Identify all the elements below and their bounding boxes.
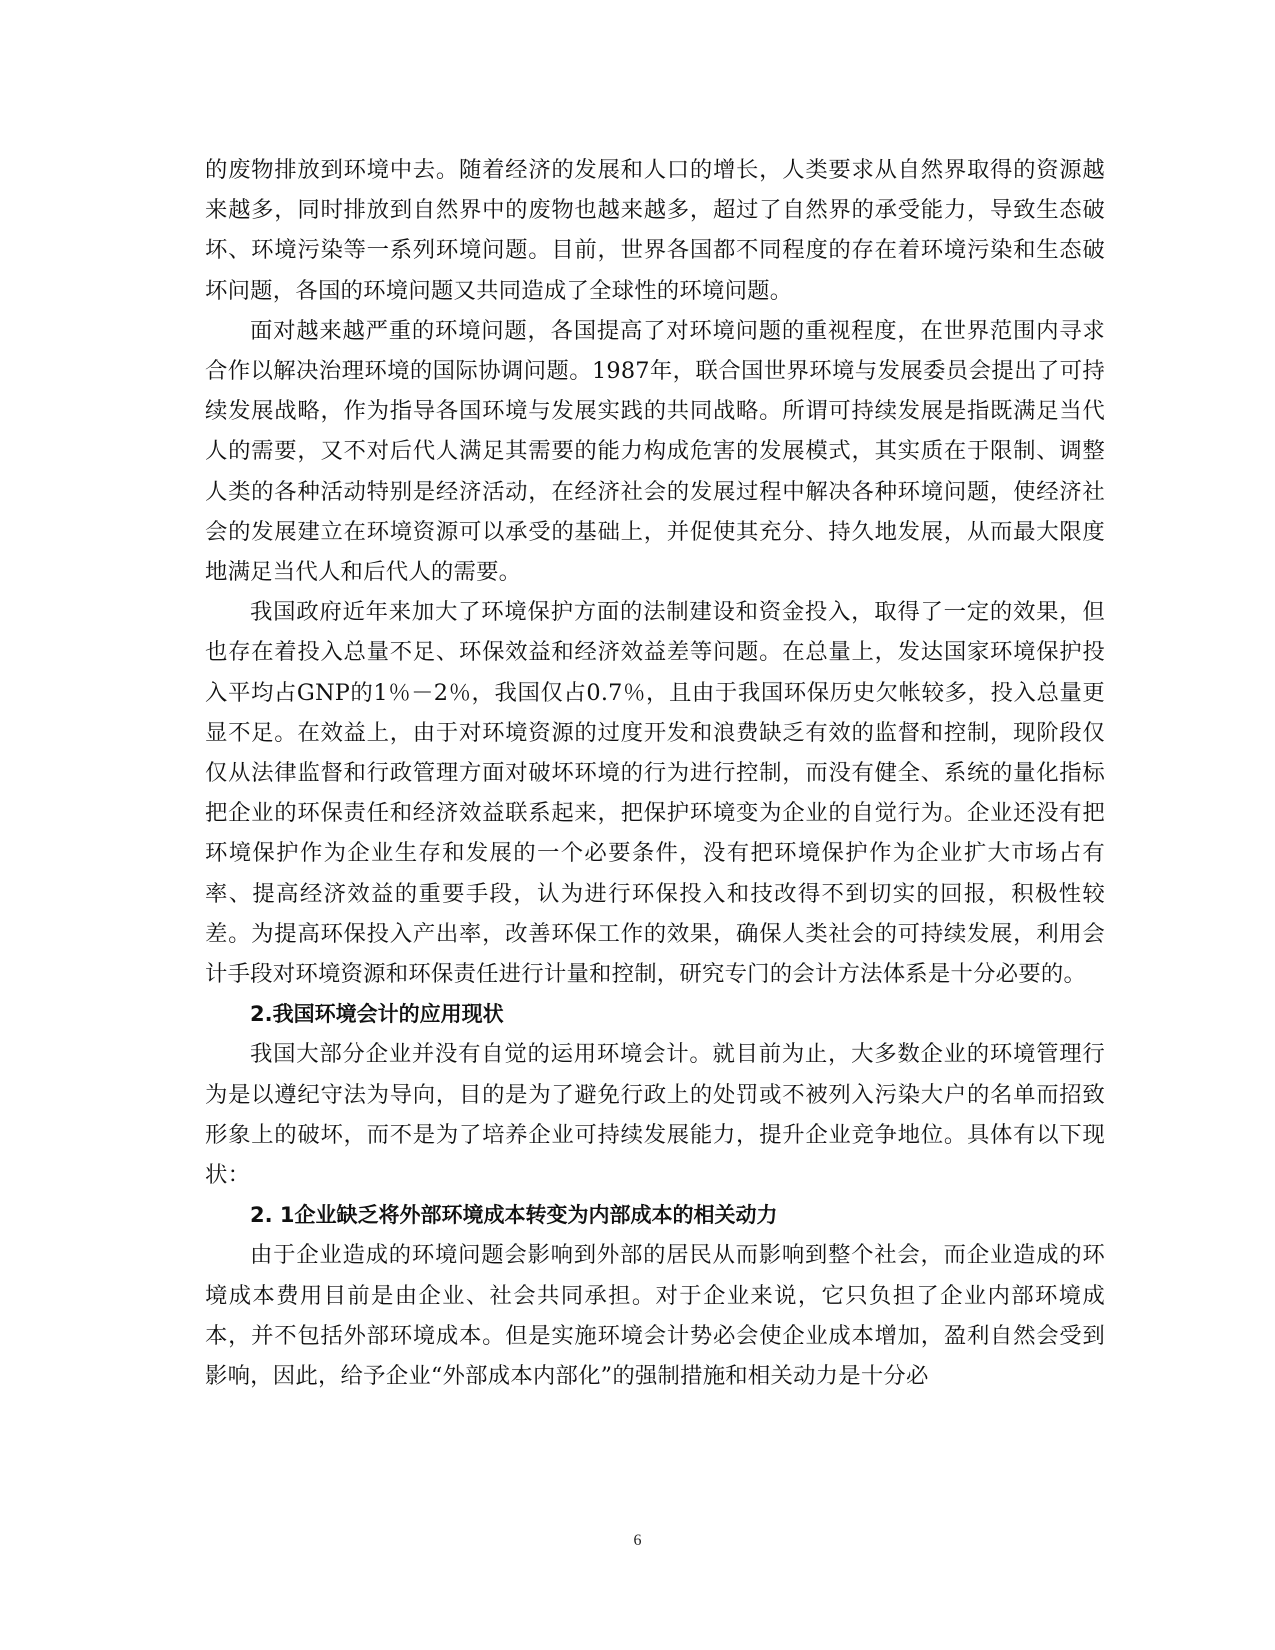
subsection-heading: 2. 1企业缺乏将外部环境成本转变为内部成本的相关动力 <box>250 1203 778 1228</box>
section-heading: 2.我国环境会计的应用现状 <box>250 1002 504 1027</box>
paragraph-continued: 的废物排放到环境中去。随着经济的发展和人口的增长，人类要求从自然界取得的资源越来越多，同时排放到自然界中的废物也越来越多，超过了自然界的承受能力，导致生态破坏、环境污染等一系列环境问题。目前，世界各国都不同程度的存在着环境污染和生态破坏问题，各国的环境问题又共同造成了全球性的环境问题。 <box>205 157 1105 304</box>
body-text <box>205 150 1105 1396</box>
paragraph-investment: 我国政府近年来加大了环境保护方面的法制建设和资金投入，取得了一定的效果，但也存在着投入总量不足、环保效益和经济效益差等问题。在总量上，发达国家环境保护投入平均占GNP的1％－2％，我国仅占0.7％，且由于我国环保历史欠帐较多，投入总量更显不足。在效益上，由于对环境资源的过度开发和浪费缺乏有效的监督和控制，现阶段仅仅从法律监督和行政管理方面对破坏环境的行为进行控制，而没有健全、系统的量化指标把企业的环保责任和经济效益联系起来，把保护环境变为企业的自觉行为。企业还没有把环境保护作为企业生存和发展的一个必要条件，没有把环境保护作为企业扩大市场占有率、提高经济效益的重要手段，认为进行环保投入和技改得不到切实的回报，积极性较差。为提高环保投入产出率，改善环保工作的效果，确保人类社会的可持续发展，利用会计手段对环境资源和环保责任进行计量和控制，研究专门的会计方法体系是十分必要的。 <box>205 599 1105 988</box>
paragraph-sustainable-development: 面对越来越严重的环境问题，各国提高了对环境问题的重视程度，在世界范围内寻求合作以解决治理环境的国际协调问题。1987年，联合国世界环境与发展委员会提出了可持续发展战略，作为指导各国环境与发展实践的共同战略。所谓可持续发展是指既满足当代人的需要，又不对后代人满足其需要的能力构成危害的发展模式，其实质在于限制、调整人类的各种活动特别是经济活动，在经济社会的发展过程中解决各种环境问题，使经济社会的发展建立在环境资源可以承受的基础上，并促使其充分、持久地发展，从而最大限度地满足当代人和后代人的需要。 <box>205 317 1105 586</box>
page-number: 6 <box>633 1532 642 1549</box>
paragraph-current-status: 我国大部分企业并没有自觉的运用环境会计。就目前为止，大多数企业的环境管理行为是以遵纪守法为导向，目的是为了避免行政上的处罚或不被列入污染大户的名单而招致形象上的破坏，而不是为了培养企业可持续发展能力，提升企业竞争地位。具体有以下现状： <box>205 1041 1105 1189</box>
paragraph-external-cost: 由于企业造成的环境问题会影响到外部的居民从而影响到整个社会，而企业造成的环境成本费用目前是由企业、社会共同承担。对于企业来说，它只负担了企业内部环境成本，并不包括外部环境成本。但是实施环境会计势必会使企业成本增加，盈利自然会受到影响，因此，给予企业“外部成本内部化”的强制措施和相关动力是十分必 <box>205 1242 1105 1390</box>
